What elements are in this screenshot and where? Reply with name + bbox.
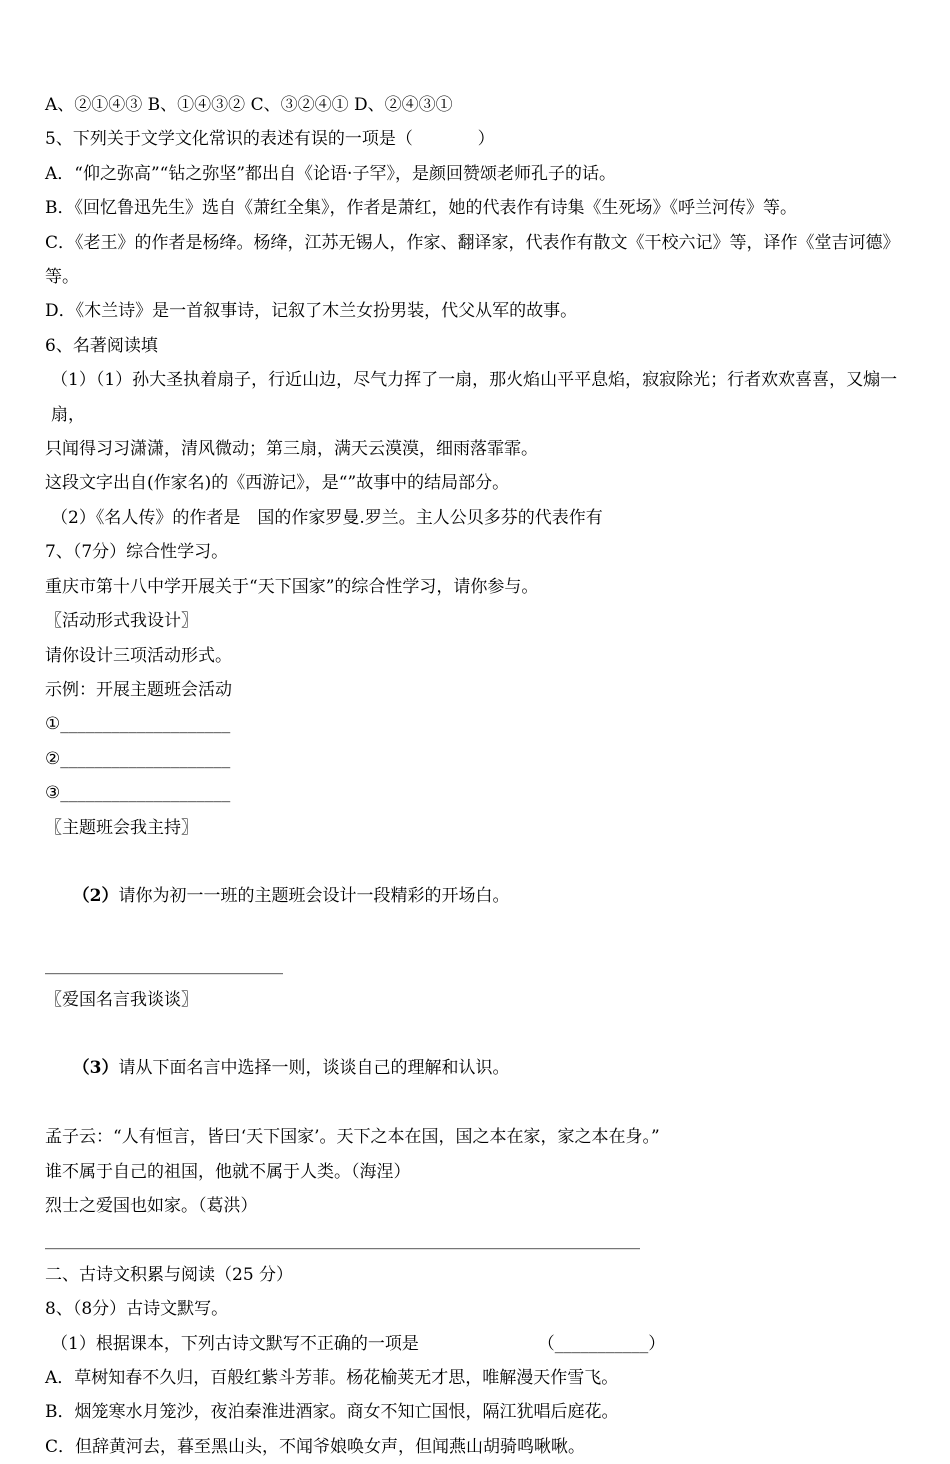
question-6-passage-line-1: （1）（1）孙大圣执着扇子，行近山边，尽气力挥了一扇，那火焰山平平息焰，寂寂除光；行者欢欢喜喜，又煽一扇， — [51, 370, 898, 425]
quote-mengzi: 孟子云：“人有恒言，皆曰‘天下国家’。天下之本在国，国之本在家，家之本在身。” — [45, 1127, 660, 1148]
question-5-option-c: C．《老王》的作者是杨绛。杨绛，江苏无锡人，作家、翻译家，代表作有散文《干校六记》等，译作《堂吉诃德》等。 — [45, 232, 900, 288]
blank-line-2: ②____________________ — [45, 748, 231, 769]
activity-design-instruction: 请你设计三项活动形式。 — [45, 645, 232, 666]
question-8-heading: 8、（8分）古诗文默写。 — [45, 1299, 229, 1320]
question-7-heading: 7、（7分）综合性学习。 — [45, 542, 229, 563]
question-8-part-1: （1）根据课本，下列古诗文默写不正确的一项是 （___________） — [51, 1333, 666, 1354]
question-5-option-a: A．“仰之弥高”“钻之弥坚”都出自《论语·子罕》，是颜回赞颂老师孔子的话。 — [45, 163, 616, 184]
question-7-part-2-number: （2） — [72, 886, 119, 907]
question-5-option-b: B．《回忆鲁迅先生》选自《萧红全集》，作者是萧红，她的代表作有诗集《生死场》《呼兰河传》等。 — [45, 198, 797, 219]
question-8-option-a: A．草树知春不久归，百般红紫斗芳菲。杨花榆荚无才思，唯解漫天作雪飞。 — [45, 1368, 619, 1389]
question-6-fill-line: 这段文字出自(作家名)的《西游记》，是“”故事中的结局部分。 — [45, 473, 510, 494]
question-7-intro: 重庆市第十八中学开展关于“天下国家”的综合性学习，请你参与。 — [45, 576, 539, 597]
question-7-part-2 — [45, 845, 905, 948]
blank-line-3: ③____________________ — [45, 783, 231, 804]
section-activity-design-heading: 〖活动形式我设计〗 — [45, 611, 198, 632]
question-6-part-2: （2）《名人传》的作者是 国的作家罗曼.罗兰。主人公贝多芬的代表作有 — [51, 507, 603, 528]
section-host-heading: 〖主题班会我主持〗 — [45, 817, 198, 838]
question-5-option-d: D．《木兰诗》是一首叙事诗，记叙了木兰女扮男装，代父从军的故事。 — [45, 301, 578, 322]
question-5-stem: 5、下列关于文学文化常识的表述有误的一项是（ ） — [45, 129, 495, 150]
question-8-option-c: C．但辞黄河去，暮至黑山头，不闻爷娘唤女声，但闻燕山胡骑鸣啾啾。 — [45, 1436, 586, 1457]
quote-heine: 谁不属于自己的祖国，他就不属于人类。（海涅） — [45, 1161, 411, 1182]
question-7-part-3-number: （3） — [72, 1058, 119, 1079]
activity-design-example: 示例：开展主题班会活动 — [45, 679, 232, 700]
section-quotes-heading: 〖爱国名言我谈谈〗 — [45, 989, 198, 1010]
question-7-part-2-text: 请你为初一一班的主题班会设计一段精彩的开场白。 — [118, 886, 510, 907]
question-7-part-3 — [45, 1017, 905, 1120]
question-7-part-3-text: 请从下面名言中选择一则，谈谈自己的理解和认识。 — [118, 1058, 510, 1079]
quote-gehong: 烈士之爱国也如家。（葛洪） — [45, 1196, 258, 1216]
question-6-passage-line-2: 只闻得习习潇潇，清风微动；第三扇，满天云漠漠，细雨落霏霏。 — [45, 439, 538, 460]
question-8-option-b: B．烟笼寒水月笼沙，夜泊秦淮进酒家。商女不知亡国恨，隔江犹唱后庭花。 — [45, 1402, 619, 1423]
answer-blank-line-long: ______________________________________________________________________ — [45, 1230, 640, 1251]
answer-blank-line: ____________________________ — [45, 955, 283, 976]
blank-line-1: ①____________________ — [45, 714, 231, 735]
question-6-heading: 6、名著阅读填 — [45, 335, 158, 356]
answer-options-line: A、②①④③ B、①④③② C、③②④① D、②④③① — [45, 95, 453, 115]
section-2-heading: 二、古诗文积累与阅读（25 分） — [45, 1264, 294, 1285]
